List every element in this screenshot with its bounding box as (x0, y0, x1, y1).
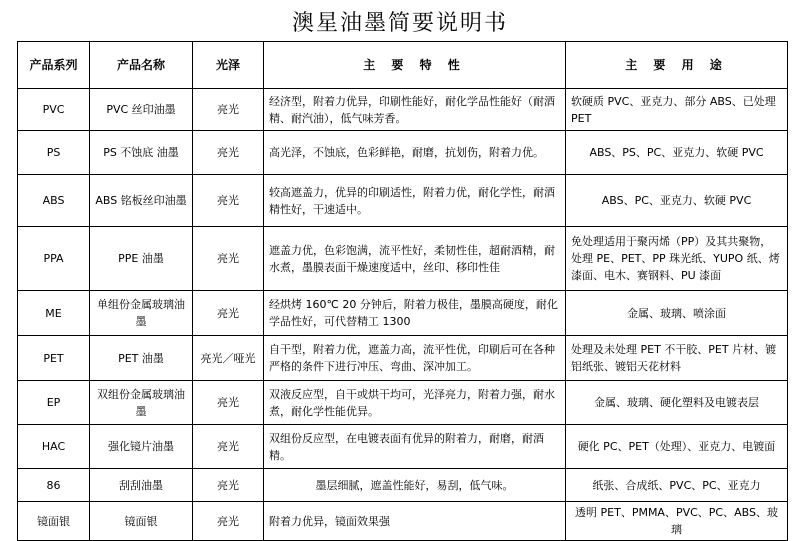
cell-features: 遮盖力优，色彩饱满，流平性好，柔韧性佳，超耐酒精，耐水煮，墨膜表面干燥速度适中，丝印、移印性佳 (264, 227, 566, 291)
cell-name: ABS 铭板丝印油墨 (90, 175, 193, 227)
cell-gloss: 亮光 (193, 469, 264, 502)
header-gloss: 光泽 (193, 42, 264, 89)
cell-uses: 软硬质 PVC、亚克力、部分 ABS、已处理 PET (566, 89, 788, 131)
cell-features: 自干型，附着力优，遮盖力高，流平性优，印刷后可在各种严格的条件下进行冲压、弯曲、深冲加工。 (264, 336, 566, 381)
cell-uses: 透明 PET、PMMA、PVC、PC、ABS、玻璃 (566, 502, 788, 541)
cell-name: 镜面银 (90, 502, 193, 541)
cell-uses: ABS、PS、PC、亚克力、软硬 PVC (566, 131, 788, 175)
cell-series: ABS (18, 175, 90, 227)
cell-gloss: 亮光 (193, 175, 264, 227)
cell-gloss: 亮光／哑光 (193, 336, 264, 381)
cell-series: HAC (18, 425, 90, 469)
header-name: 产品名称 (90, 42, 193, 89)
cell-gloss: 亮光 (193, 425, 264, 469)
cell-series: PPA (18, 227, 90, 291)
table-header-row (18, 42, 788, 89)
cell-series: 镜面银 (18, 502, 90, 541)
cell-name: PS 不蚀底 油墨 (90, 131, 193, 175)
cell-features: 墨层细腻，遮盖性能好，易刮，低气味。 (264, 469, 566, 502)
table-row (18, 131, 788, 175)
cell-name: PVC 丝印油墨 (90, 89, 193, 131)
table-row (18, 381, 788, 425)
cell-features: 经烘烤 160℃ 20 分钟后，附着力极佳，墨膜高硬度，耐化学品性好，可代替精工 1300 (264, 291, 566, 336)
product-spec-table (17, 41, 788, 541)
cell-series: ME (18, 291, 90, 336)
cell-gloss: 亮光 (193, 89, 264, 131)
cell-series: PVC (18, 89, 90, 131)
cell-name: 刮刮油墨 (90, 469, 193, 502)
cell-uses: ABS、PC、亚克力、软硬 PVC (566, 175, 788, 227)
header-uses: 主 要 用 途 (566, 42, 788, 89)
cell-features: 较高遮盖力，优异的印刷适性，附着力优，耐化学性，耐酒精性好，干速适中。 (264, 175, 566, 227)
cell-name: 强化镜片油墨 (90, 425, 193, 469)
cell-gloss: 亮光 (193, 291, 264, 336)
cell-series: PET (18, 336, 90, 381)
cell-series: PS (18, 131, 90, 175)
cell-series: EP (18, 381, 90, 425)
cell-uses: 处理及未处理 PET 不干胶、PET 片材、镀铝纸张、镀铝天花材料 (566, 336, 788, 381)
table-row (18, 291, 788, 336)
table-row (18, 425, 788, 469)
table-row (18, 502, 788, 541)
cell-gloss: 亮光 (193, 502, 264, 541)
cell-name: PET 油墨 (90, 336, 193, 381)
cell-features: 经济型，附着力优异，印刷性能好，耐化学品性能好（耐酒精、耐汽油），低气味芳香。 (264, 89, 566, 131)
cell-uses: 金属、玻璃、硬化塑料及电镀表层 (566, 381, 788, 425)
cell-name: 单组份金属玻璃油墨 (90, 291, 193, 336)
cell-gloss: 亮光 (193, 227, 264, 291)
cell-uses: 硬化 PC、PET（处理）、亚克力、电镀面 (566, 425, 788, 469)
header-features: 主 要 特 性 (264, 42, 566, 89)
cell-uses: 纸张、合成纸、PVC、PC、亚克力 (566, 469, 788, 502)
table-row (18, 175, 788, 227)
cell-uses: 免处理适用于聚丙烯（PP）及其共聚物，处理 PE、PET、PP 珠光纸、YUPO 纸、烤漆面、电木、赛钢料、PU 漆面 (566, 227, 788, 291)
cell-features: 高光泽，不蚀底，色彩鲜艳，耐磨，抗划伤，附着力优。 (264, 131, 566, 175)
document-title: 澳星油墨简要说明书 (291, 11, 508, 36)
table-row (18, 227, 788, 291)
cell-features: 附着力优异，镜面效果强 (264, 502, 566, 541)
header-series: 产品系列 (18, 42, 90, 89)
cell-name: PPE 油墨 (90, 227, 193, 291)
cell-features: 双液反应型，自干或烘干均可，光泽亮力，附着力强，耐水煮，耐化学性能优异。 (264, 381, 566, 425)
cell-series: 86 (18, 469, 90, 502)
table-row (18, 469, 788, 502)
cell-gloss: 亮光 (193, 131, 264, 175)
cell-gloss: 亮光 (193, 381, 264, 425)
cell-uses: 金属、玻璃、喷涂面 (566, 291, 788, 336)
table-row (18, 336, 788, 381)
cell-name: 双组份金属玻璃油墨 (90, 381, 193, 425)
cell-features: 双组份反应型，在电镀表面有优异的附着力，耐磨，耐酒精。 (264, 425, 566, 469)
table-row (18, 89, 788, 131)
